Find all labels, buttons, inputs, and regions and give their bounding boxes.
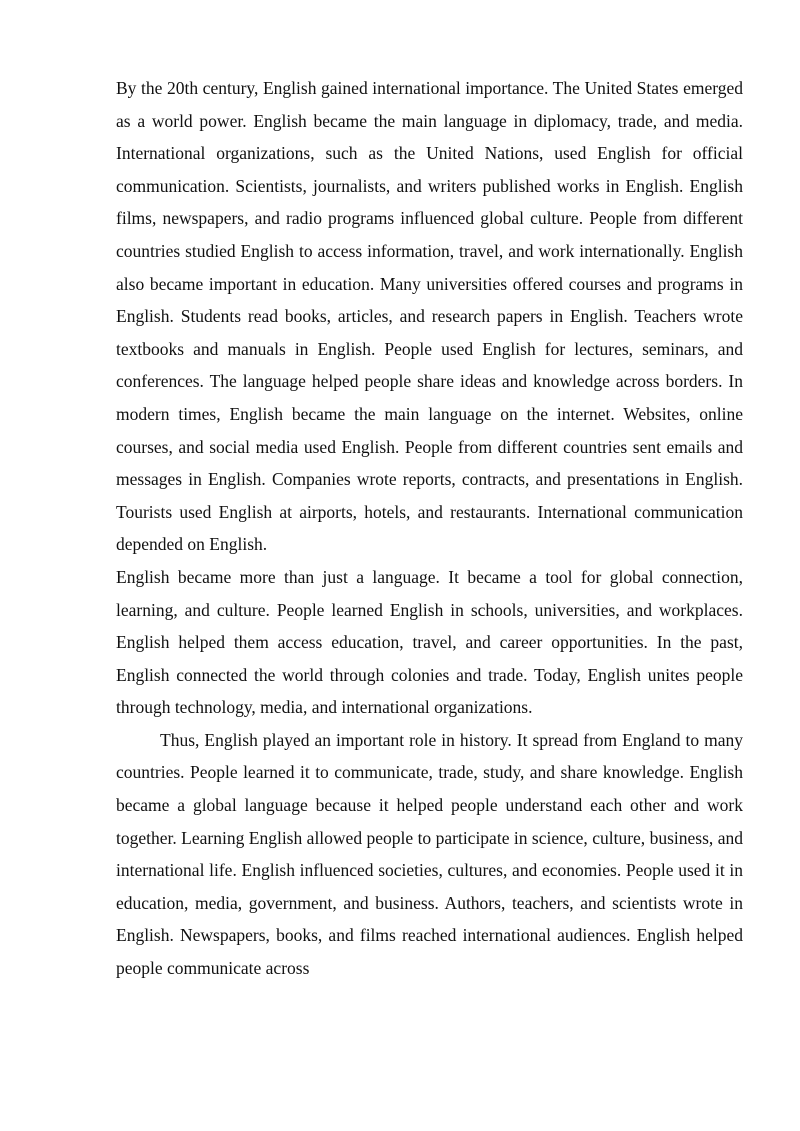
paragraph-1: By the 20th century, English gained international importance. The United States emerged as a world power. English became the main language in diplomacy, trade, and media. International organizations, such as the United Nations, used English for official communication. Scientists, journalists, and writers published works in English. English films, newspapers, and radio programs influenced global culture. People from different countries studied English to access information, travel, and work internationally. English also became important in education. Many universities offered courses and programs in English. Students read books, articles, and research papers in English. Teachers wrote textbooks and manuals in English. People used English for lectures, seminars, and conferences. The language helped people share ideas and knowledge across borders. In modern times, English became the main language on the internet. Websites, online courses, and social media used English. People from different countries sent emails and messages in English. Companies wrote reports, contracts, and presentations in English. Tourists used English at airports, hotels, and restaurants. International communication depended on English.	[116, 78, 743, 555]
paragraph-3: Thus, English played an important role in history. It spread from England to many countries. People learned it to communicate, trade, study, and share knowledge. English became a global language because it helped people understand each other and work together. Learning English allowed people to participate in science, culture, business, and international life. English influenced societies, cultures, and economies. People used it in education, media, government, and business. Authors, teachers, and scientists wrote in English. Newspapers, books, and films reached international audiences. English helped people communicate across	[116, 729, 743, 979]
paragraph-2: English became more than just a language. It became a tool for global connection, learning, and culture. People learned English in schools, universities, and workplaces. English helped them access education, travel, and career opportunities. In the past, English connected the world through colonies and trade. Today, English unites people through technology, media, and international organizations.	[116, 566, 743, 718]
document-page	[116, 72, 743, 985]
